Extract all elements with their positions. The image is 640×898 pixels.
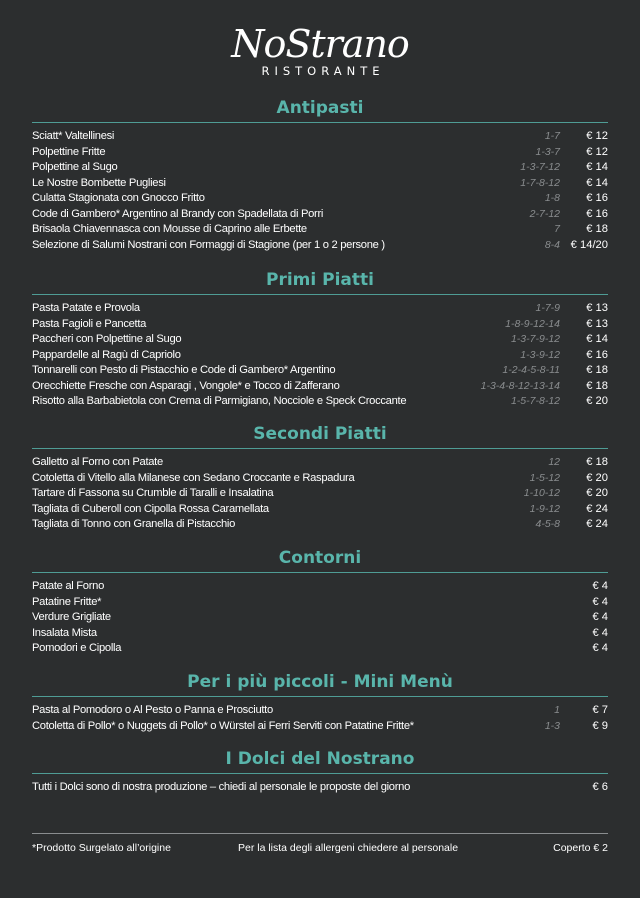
menu-item bbox=[32, 129, 608, 145]
menu-item bbox=[32, 703, 608, 719]
dish-price: € 14/20 bbox=[570, 238, 608, 251]
dish-price: € 24 bbox=[586, 518, 608, 530]
allergen-codes: 8-4 bbox=[544, 238, 560, 251]
dish-name: Le Nostre Bombette Pugliesi bbox=[32, 176, 166, 189]
dish-name: Cotoletta di Vitello alla Milanese con Sedano Croccante e Raspadura bbox=[32, 471, 355, 484]
section-dolci bbox=[32, 747, 608, 796]
dish-name: Brisaola Chiavennasca con Mousse di Caprino alle Erbette bbox=[32, 223, 307, 235]
menu-item bbox=[32, 780, 608, 796]
dish-price: € 14 bbox=[586, 333, 608, 345]
dish-price: € 20 bbox=[586, 471, 608, 484]
allergen-codes: 1-7 bbox=[544, 130, 560, 142]
menu-item bbox=[32, 455, 608, 471]
logo-name: NoStrano bbox=[231, 22, 409, 66]
dish-price: € 16 bbox=[586, 207, 608, 220]
dish-name: Pappardelle al Ragù di Capriolo bbox=[32, 348, 181, 361]
dish-name: Orecchiette Fresche con Asparagi , Vongole* e Tocco di Zafferano bbox=[32, 379, 340, 392]
section-divider bbox=[32, 696, 608, 697]
section-title: Primi Piatti bbox=[266, 270, 374, 290]
restaurant-logo bbox=[0, 22, 640, 78]
dish-price: € 20 bbox=[586, 395, 608, 407]
section-contorni bbox=[32, 546, 608, 657]
allergen-codes: 1-5-7-8-12 bbox=[510, 395, 560, 407]
menu-item bbox=[32, 222, 608, 238]
dish-name: Verdure Grigliate bbox=[32, 611, 111, 623]
menu-item bbox=[32, 363, 608, 379]
allergen-codes: 1-5-12 bbox=[529, 471, 560, 484]
dish-price: € 18 bbox=[586, 379, 608, 392]
dish-price: € 14 bbox=[586, 161, 608, 173]
menu-item bbox=[32, 145, 608, 161]
allergen-codes: 1 bbox=[554, 704, 560, 716]
section-title: I Dolci del Nostrano bbox=[225, 749, 415, 769]
dish-name: Tonnarelli con Pesto di Pistacchio e Code di Gambero* Argentino bbox=[32, 364, 336, 376]
menu-item bbox=[32, 301, 608, 317]
menu-item bbox=[32, 471, 608, 487]
dish-name: Pomodori e Cipolla bbox=[32, 642, 122, 654]
dish-name: Pasta Fagioli e Pancetta bbox=[32, 317, 147, 330]
menu-item-list bbox=[32, 703, 608, 734]
section-title: Per i più piccoli - Mini Menù bbox=[187, 672, 453, 692]
footer-cover-charge: Coperto € 2 bbox=[553, 842, 608, 854]
dish-name: Paccheri con Polpettine al Sugo bbox=[32, 333, 182, 345]
dish-price: € 4 bbox=[592, 580, 608, 592]
menu-item bbox=[32, 486, 608, 502]
dish-price: € 13 bbox=[586, 302, 608, 314]
dish-name: Polpettine Fritte bbox=[32, 145, 106, 158]
allergen-codes: 1-8-9-12-14 bbox=[505, 317, 560, 330]
dish-price: € 18 bbox=[586, 456, 608, 468]
dish-price: € 4 bbox=[592, 626, 608, 639]
allergen-codes: 1-7-9 bbox=[535, 302, 560, 314]
dish-name: Tagliata di Cuberoll con Cipolla Rossa Caramellata bbox=[32, 502, 269, 515]
dish-name: Code di Gambero* Argentino al Brandy con Spadellata di Porri bbox=[32, 207, 324, 220]
section-title: Secondi Piatti bbox=[253, 424, 387, 444]
section-title: Contorni bbox=[278, 548, 362, 568]
allergen-codes: 1-9-12 bbox=[529, 502, 560, 515]
menu-item bbox=[32, 610, 608, 626]
allergen-codes: 1-8 bbox=[544, 192, 560, 204]
dish-name: Pasta Patate e Provola bbox=[32, 302, 140, 314]
section-mini-menu bbox=[32, 670, 608, 734]
section-divider bbox=[32, 572, 608, 573]
footer-allergen-note: Per la lista degli allergeni chiedere al personale bbox=[238, 842, 459, 854]
allergen-codes: 2-7-12 bbox=[529, 207, 560, 220]
dish-name: Tutti i Dolci sono di nostra produzione – chiedi al personale le proposte del giorno bbox=[32, 781, 410, 793]
dish-name: Tagliata di Tonno con Granella di Pistacchio bbox=[32, 518, 236, 530]
allergen-codes: 1-3-7-9-12 bbox=[510, 333, 560, 345]
allergen-codes: 7 bbox=[554, 223, 560, 235]
menu-item bbox=[32, 207, 608, 223]
menu-item bbox=[32, 579, 608, 595]
dish-price: € 18 bbox=[586, 223, 608, 235]
dish-name: Patate al Forno bbox=[32, 580, 104, 592]
dish-name: Insalata Mista bbox=[32, 626, 97, 639]
dish-price: € 12 bbox=[586, 130, 608, 142]
allergen-codes: 1-2-4-5-8-11 bbox=[502, 364, 560, 376]
allergen-codes: 1-10-12 bbox=[523, 487, 560, 499]
dish-price: € 16 bbox=[586, 192, 608, 204]
dish-name: Cotoletta di Pollo* o Nuggets di Pollo* o Würstel ai Ferri Serviti con Patatine Fritte* bbox=[32, 719, 414, 732]
menu-item-list bbox=[32, 579, 608, 657]
section-divider bbox=[32, 448, 608, 449]
menu-item bbox=[32, 379, 608, 395]
menu-item bbox=[32, 176, 608, 192]
dish-price: € 13 bbox=[586, 317, 608, 330]
dish-name: Selezione di Salumi Nostrani con Formaggi di Stagione (per 1 o 2 persone ) bbox=[32, 238, 385, 251]
footer-divider bbox=[32, 833, 608, 834]
menu-item-list bbox=[32, 455, 608, 533]
dish-name: Culatta Stagionata con Gnocco Fritto bbox=[32, 192, 205, 204]
dish-name: Sciatt* Valtellinesi bbox=[32, 130, 115, 142]
section-primi-piatti bbox=[32, 268, 608, 410]
section-divider bbox=[32, 294, 608, 295]
section-antipasti bbox=[32, 96, 608, 253]
menu-item bbox=[32, 502, 608, 518]
section-divider bbox=[32, 773, 608, 774]
menu-item-list bbox=[32, 129, 608, 253]
dish-price: € 18 bbox=[586, 364, 608, 376]
logo-subtitle: RISTORANTE bbox=[261, 64, 385, 78]
section-secondi-piatti bbox=[32, 422, 608, 533]
menu-item bbox=[32, 641, 608, 657]
menu-item-list bbox=[32, 780, 608, 796]
menu-item bbox=[32, 317, 608, 333]
dish-price: € 20 bbox=[586, 487, 608, 499]
allergen-codes: 1-3-9-12 bbox=[520, 348, 560, 361]
dish-price: € 4 bbox=[592, 611, 608, 623]
allergen-codes: 1-3-7-12 bbox=[520, 161, 560, 173]
dish-price: € 14 bbox=[586, 176, 608, 189]
dish-price: € 4 bbox=[592, 642, 608, 654]
dish-name: Patatine Fritte* bbox=[32, 595, 102, 608]
dish-name: Risotto alla Barbabietola con Crema di Parmigiano, Nocciole e Speck Croccante bbox=[32, 395, 407, 407]
menu-item bbox=[32, 517, 608, 533]
dish-name: Pasta al Pomodoro o Al Pesto o Panna e Prosciutto bbox=[32, 704, 273, 716]
dish-name: Tartare di Fassona su Crumble di Taralli e Insalatina bbox=[32, 487, 274, 499]
dish-name: Galletto al Forno con Patate bbox=[32, 456, 163, 468]
dish-price: € 16 bbox=[586, 348, 608, 361]
menu-item bbox=[32, 238, 608, 254]
menu-item bbox=[32, 394, 608, 410]
allergen-codes: 12 bbox=[548, 456, 560, 468]
menu-item-list bbox=[32, 301, 608, 410]
allergen-codes: 1-7-8-12 bbox=[520, 176, 560, 189]
dish-price: € 24 bbox=[586, 502, 608, 515]
dish-name: Polpettine al Sugo bbox=[32, 161, 118, 173]
allergen-codes: 1-3-4-8-12-13-14 bbox=[480, 379, 560, 392]
allergen-codes: 1-3-7 bbox=[535, 145, 560, 158]
menu-item bbox=[32, 719, 608, 735]
dish-price: € 4 bbox=[592, 595, 608, 608]
footer bbox=[32, 840, 608, 856]
allergen-codes: 4-5-8 bbox=[535, 518, 560, 530]
menu-item bbox=[32, 160, 608, 176]
dish-price: € 12 bbox=[586, 145, 608, 158]
section-divider bbox=[32, 122, 608, 123]
section-title: Antipasti bbox=[276, 98, 364, 118]
menu-item bbox=[32, 626, 608, 642]
footer-frozen-note: *Prodotto Surgelato all’origine bbox=[32, 842, 171, 854]
menu-item bbox=[32, 348, 608, 364]
menu-item bbox=[32, 332, 608, 348]
dish-price: € 9 bbox=[592, 719, 608, 732]
menu-item bbox=[32, 191, 608, 207]
menu-item bbox=[32, 595, 608, 611]
allergen-codes: 1-3 bbox=[544, 719, 560, 732]
dish-price: € 7 bbox=[592, 704, 608, 716]
dish-price: € 6 bbox=[592, 781, 608, 793]
